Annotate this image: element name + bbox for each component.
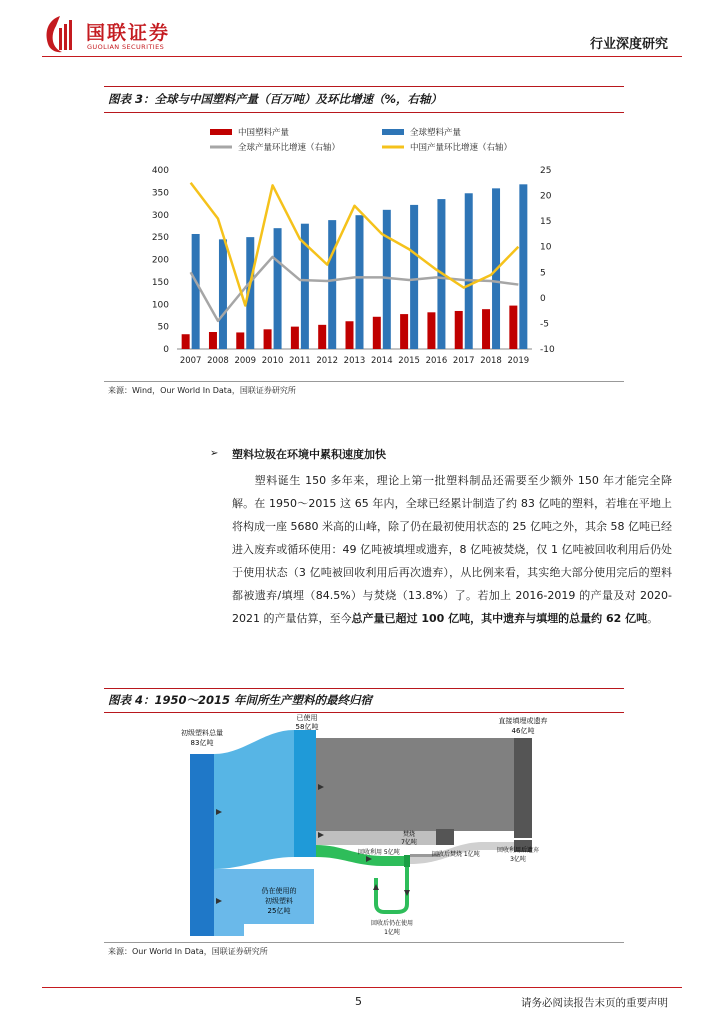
label-used: 已使用 bbox=[296, 714, 318, 722]
legend-swatch bbox=[210, 129, 232, 135]
arrow-icon bbox=[404, 890, 410, 896]
header-divider bbox=[42, 56, 682, 57]
bar-global bbox=[328, 220, 336, 349]
footer-divider bbox=[42, 987, 682, 988]
x-tick-label: 2007 bbox=[179, 356, 202, 366]
brand-name-cn: 国联证券 bbox=[86, 22, 171, 44]
label-still-primary-2: 初级塑料 bbox=[265, 897, 293, 905]
node-recycled bbox=[404, 855, 410, 867]
left-tick-label: 100 bbox=[151, 300, 169, 311]
report-type: 行业深度研究 bbox=[589, 37, 668, 52]
bar-china bbox=[455, 311, 463, 349]
label-incinerated: 焚烧 bbox=[402, 831, 416, 838]
bar-global bbox=[274, 228, 282, 349]
right-tick-label: 15 bbox=[540, 217, 552, 228]
x-tick-label: 2019 bbox=[507, 356, 530, 366]
label-still-primary-1: 仍在使用的 bbox=[261, 887, 297, 895]
footer-disclaimer: 请务必阅读报告末页的重要声明 bbox=[521, 997, 668, 1009]
x-tick-label: 2018 bbox=[480, 356, 502, 366]
bar-china bbox=[373, 317, 381, 349]
bullet-arrow-icon: ➢ bbox=[210, 448, 219, 459]
figure4-title-rule bbox=[104, 712, 624, 713]
figure3-chart bbox=[104, 116, 624, 380]
bar-china bbox=[509, 306, 517, 349]
figure3-source: 来源：Wind，Our World In Data，国联证券研究所 bbox=[108, 386, 296, 395]
bar-global bbox=[192, 234, 200, 349]
right-tick-label: -5 bbox=[540, 319, 549, 330]
x-tick-label: 2014 bbox=[370, 356, 393, 366]
figure3-title: 图表 3：全球与中国塑料产量（百万吨）及环比增速（%，右轴） bbox=[108, 92, 443, 106]
x-tick-label: 2016 bbox=[425, 356, 448, 366]
left-tick-label: 50 bbox=[157, 322, 169, 333]
label-discarded: 直接填埋或遗弃 bbox=[498, 717, 548, 725]
right-tick-label: 20 bbox=[540, 191, 552, 202]
body-text: 塑料诞生 150 多年来，理论上第一批塑料制品还需要至少额外 150 年才能完全降解。在 1950～2015 这 65 年内，全球已经累计制造了约 83 亿吨的塑料，若堆在平地上将构成一座 5680 米高的山峰，除了仍在最初使用状态的 25 亿吨之外，其余 58 亿吨已经进入废弃或循环使用：49 亿吨被填埋或遗弃，8 亿吨被焚烧，仅 1 亿吨被回收利用后仍处于使用状态（3 亿吨被回收利用后再次遗弃），从比例来看，其实绝大部分使用完后的塑料都被遗弃/填埋（84.5%）与焚烧（13.8%）了。若加上 2016-2019 的产量及对 2020-2021 的产量估算，至今 bbox=[232, 474, 672, 625]
bar-china bbox=[427, 312, 435, 349]
bar-global bbox=[519, 184, 527, 349]
body-paragraph bbox=[232, 469, 672, 630]
bar-china bbox=[209, 332, 217, 349]
figure4-bottom-rule bbox=[104, 942, 624, 943]
legend-entry: 中国产量环比增速（右轴） bbox=[410, 143, 513, 153]
figure3-bottom-rule bbox=[104, 381, 624, 382]
bar-global bbox=[383, 210, 391, 349]
right-tick-label: 0 bbox=[540, 293, 546, 304]
label-in-use: 回收后仍在使用 bbox=[370, 920, 414, 927]
flow-used-to-incinerated bbox=[316, 831, 436, 845]
bar-china bbox=[318, 325, 326, 349]
right-tick-label: 5 bbox=[540, 268, 546, 279]
bar-china bbox=[264, 329, 272, 349]
right-tick-label: 25 bbox=[540, 166, 552, 176]
x-tick-label: 2010 bbox=[261, 356, 284, 366]
label-primary-total: 初级塑料总量 bbox=[181, 729, 223, 737]
left-tick-label: 400 bbox=[151, 166, 169, 176]
value-used: 58亿吨 bbox=[295, 723, 319, 731]
value-primary-total: 83亿吨 bbox=[190, 739, 214, 747]
x-tick-label: 2008 bbox=[207, 356, 229, 366]
bar-china bbox=[182, 334, 190, 349]
legend-entry: 全球塑料产量 bbox=[410, 128, 462, 138]
left-tick-label: 150 bbox=[151, 277, 169, 288]
left-tick-label: 200 bbox=[151, 255, 169, 266]
figure4-top-rule bbox=[104, 688, 624, 689]
x-tick-label: 2017 bbox=[452, 356, 475, 366]
page-number: 5 bbox=[355, 995, 362, 1008]
node-used bbox=[294, 730, 316, 857]
bar-global bbox=[410, 205, 418, 349]
figure4-sankey bbox=[104, 714, 624, 940]
figure3-top-rule bbox=[104, 86, 624, 87]
bar-china bbox=[400, 314, 408, 349]
body-text-end: 。 bbox=[647, 612, 659, 625]
node-discarded bbox=[514, 738, 532, 838]
figure4-title: 图表 4：1950～2015 年间所生产塑料的最终归宿 bbox=[108, 693, 373, 707]
bar-china bbox=[482, 309, 490, 349]
node-primary-total bbox=[190, 754, 214, 936]
left-tick-label: 0 bbox=[163, 345, 169, 355]
legend-swatch bbox=[382, 129, 404, 135]
bar-china bbox=[291, 327, 299, 349]
figure3-title-rule bbox=[104, 112, 624, 113]
value-in-use: 1亿吨 bbox=[384, 929, 400, 936]
value-incinerated: 7亿吨 bbox=[401, 839, 417, 846]
value-recycled-discard: 3亿吨 bbox=[510, 856, 526, 863]
flow-used-to-discarded bbox=[316, 738, 514, 831]
bar-global bbox=[356, 215, 364, 349]
left-tick-label: 300 bbox=[151, 210, 169, 221]
figure4-source: 来源：Our World In Data，国联证券研究所 bbox=[108, 947, 268, 956]
flow-recycled-to-in-use bbox=[376, 867, 407, 912]
brand-name-en: GUOLIAN SECURITIES bbox=[87, 43, 165, 51]
right-tick-label: 10 bbox=[540, 242, 552, 253]
bar-china bbox=[346, 321, 354, 349]
section-heading: 塑料垃圾在环境中累积速度加快 bbox=[232, 448, 386, 461]
left-tick-label: 250 bbox=[151, 233, 169, 244]
right-tick-label: -10 bbox=[540, 345, 555, 355]
bar-global bbox=[465, 193, 473, 349]
label-recycled: 回收利用 5亿吨 bbox=[358, 849, 400, 856]
left-tick-label: 350 bbox=[151, 188, 169, 199]
x-tick-label: 2011 bbox=[289, 356, 311, 366]
body-bold-text: 总产量已超过 100 亿吨，其中遗弃与填埋的总量约 62 亿吨 bbox=[351, 612, 648, 625]
label-recycled-burn: 回收后焚烧 1亿吨 bbox=[432, 851, 480, 858]
x-tick-label: 2013 bbox=[343, 356, 366, 366]
x-tick-label: 2012 bbox=[316, 356, 339, 366]
company-logo-icon bbox=[42, 14, 78, 54]
label-recycled-discard: 回收利用后遗弃 bbox=[496, 847, 540, 854]
legend-entry: 中国塑料产量 bbox=[238, 128, 290, 138]
bar-global bbox=[219, 239, 227, 349]
flow-primary-to-used bbox=[214, 730, 294, 869]
bar-china bbox=[236, 332, 244, 349]
x-tick-label: 2009 bbox=[234, 356, 257, 366]
value-still-primary: 25亿吨 bbox=[267, 907, 291, 915]
value-discarded: 46亿吨 bbox=[511, 727, 535, 735]
x-tick-label: 2015 bbox=[398, 356, 420, 366]
node-incinerated bbox=[436, 829, 454, 845]
legend-entry: 全球产量环比增速（右轴） bbox=[238, 143, 341, 153]
arrow-icon bbox=[373, 884, 379, 890]
